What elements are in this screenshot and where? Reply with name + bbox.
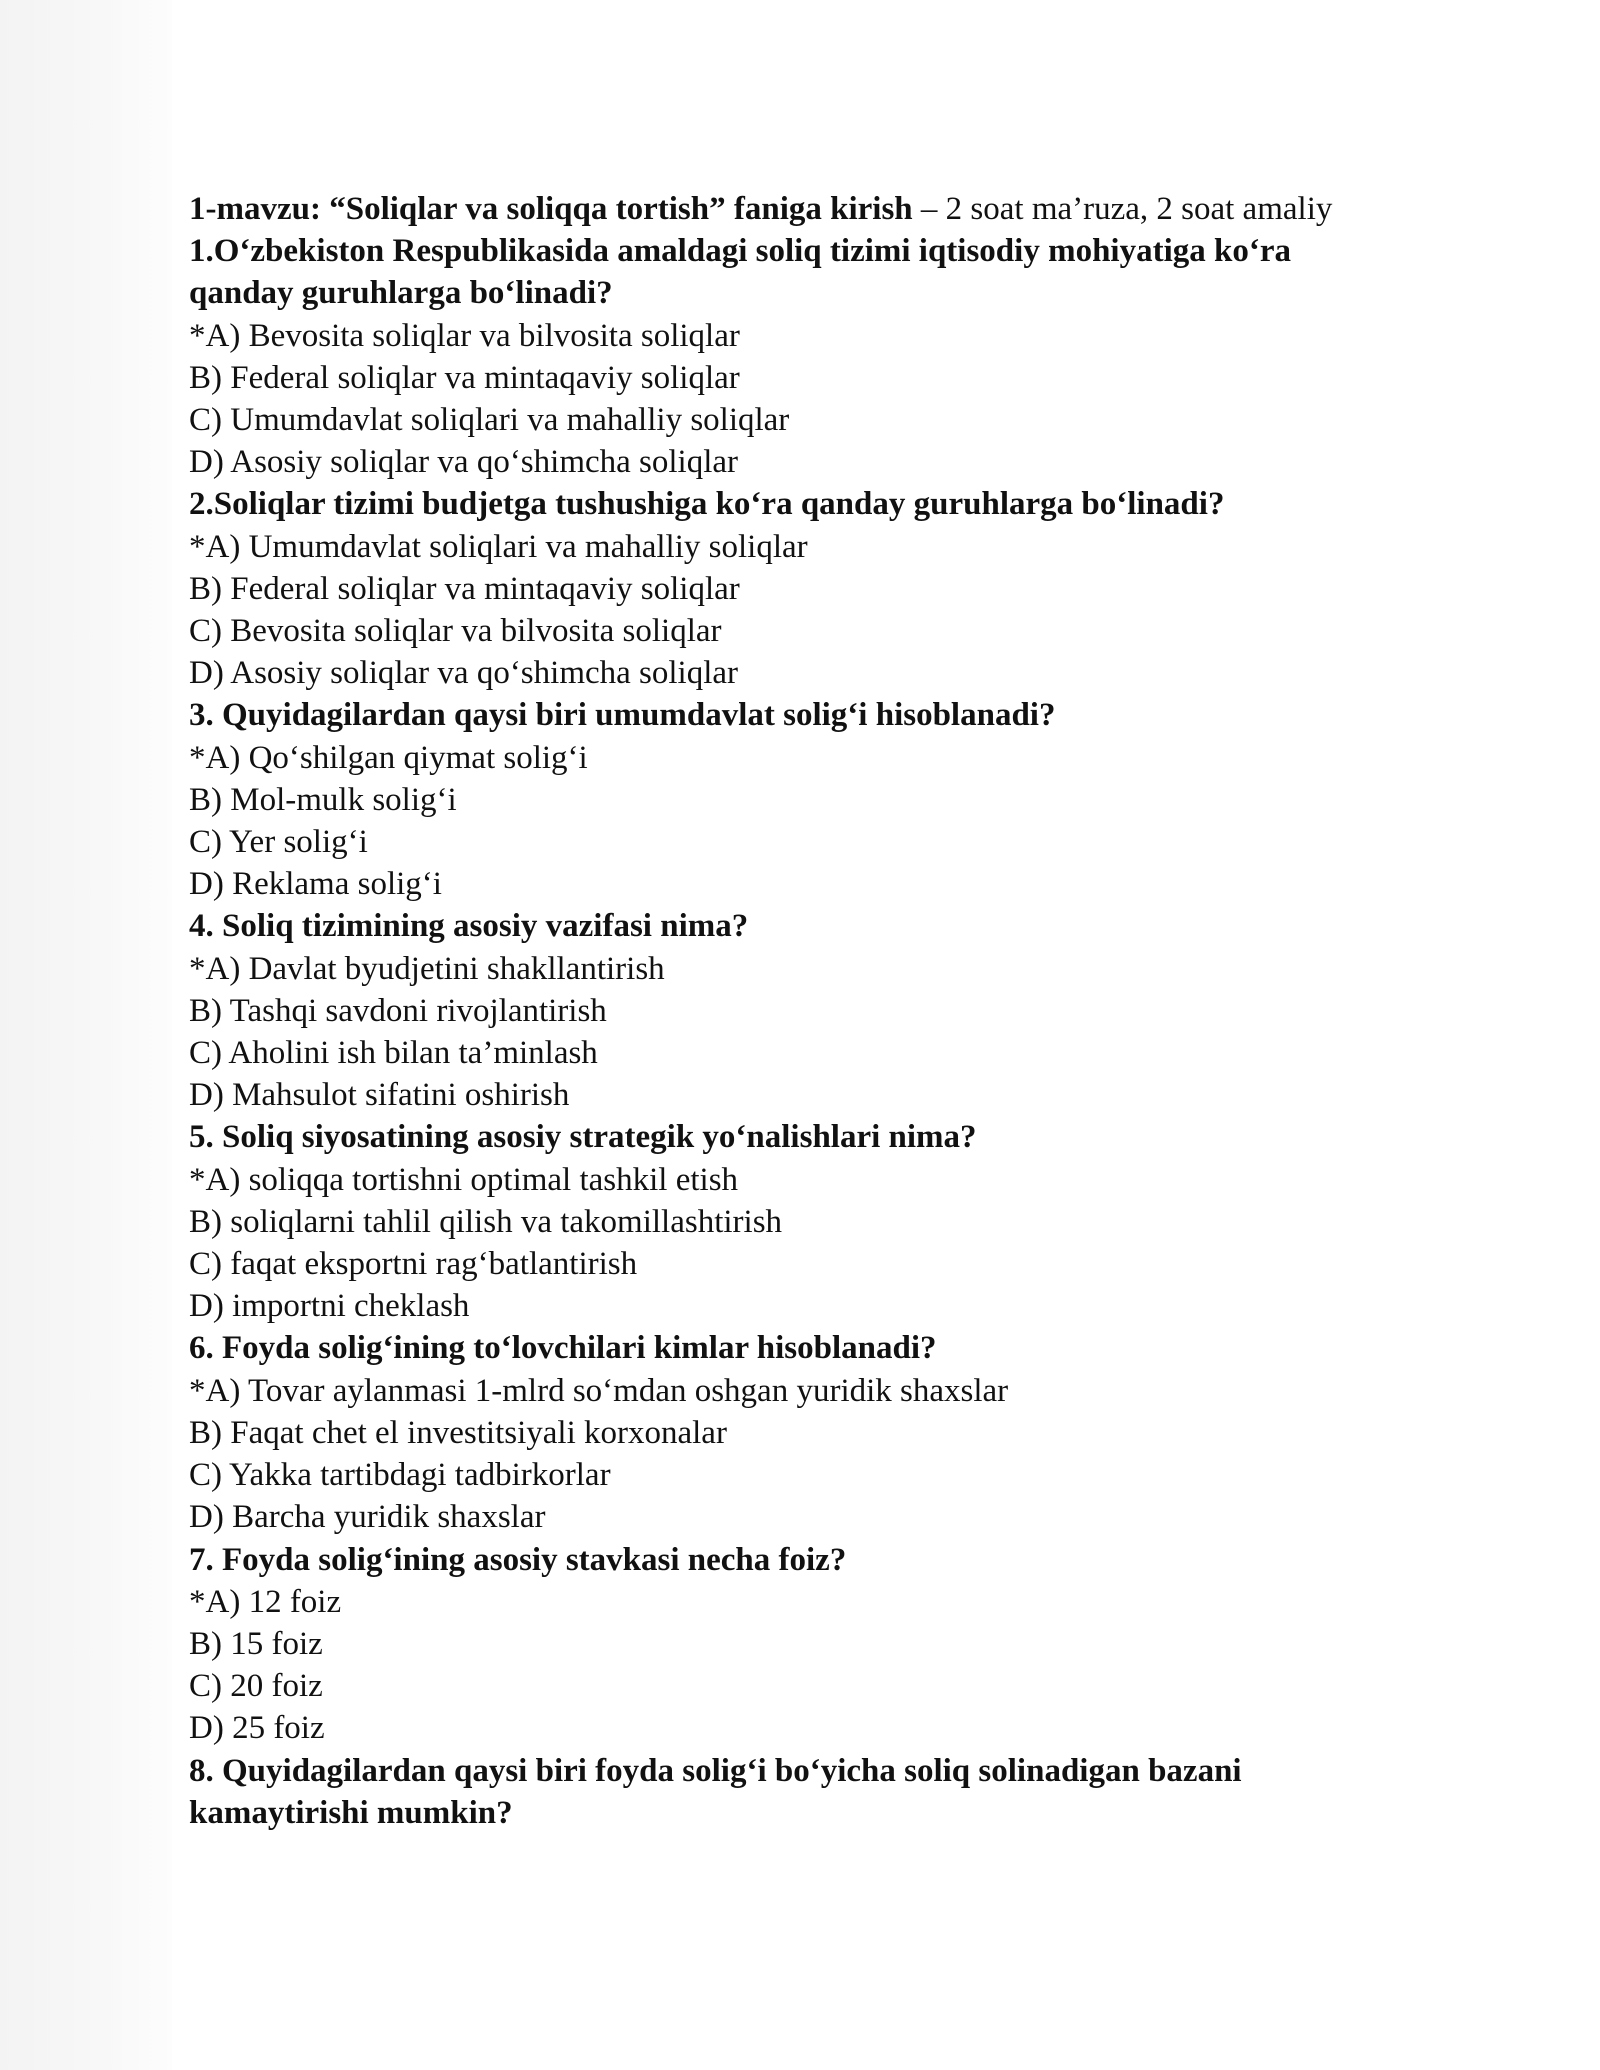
answer-option-c: C) Aholini ish bilan ta’minlash	[189, 1035, 598, 1072]
topic-title: 1-mavzu: “Soliqlar va soliqqa tortish” faniga kirish	[189, 191, 913, 227]
answer-option-a: *A) Tovar aylanmasi 1-mlrd so‘mdan oshgan yuridik shaxslar	[189, 1372, 1009, 1409]
question-block-7	[189, 1539, 1389, 1750]
answer-option-b: B) Mol-mulk solig‘i	[189, 781, 457, 818]
answer-option-c: C) faqat eksportni rag‘batlantirish	[189, 1246, 638, 1283]
question-text: 2.Soliqlar tizimi budjetga tushushiga ko‘ra qanday guruhlarga bo‘linadi?	[189, 486, 1225, 523]
question-block-2	[189, 483, 1389, 694]
topic-hours: – 2 soat ma’ruza, 2 soat amaliy	[912, 191, 1333, 227]
topic-header	[189, 188, 1389, 230]
answer-option-d: D) Asosiy soliqlar va qo‘shimcha soliqlar	[189, 655, 739, 692]
answer-option-a: *A) 12 foiz	[189, 1583, 342, 1620]
question-text: 4. Soliq tizimining asosiy vazifasi nima?	[189, 908, 749, 945]
question-text: 3. Quyidagilardan qaysi biri umumdavlat solig‘i hisoblanadi?	[189, 697, 1056, 734]
question-block-6	[189, 1327, 1389, 1538]
question-text: 6. Foyda solig‘ining to‘lovchilari kimlar hisoblanadi?	[189, 1330, 937, 1367]
answer-option-c: C) 20 foiz	[189, 1668, 323, 1705]
answer-option-a: *A) Qo‘shilgan qiymat solig‘i	[189, 739, 588, 776]
answer-option-a: *A) soliqqa tortishni optimal tashkil etish	[189, 1161, 739, 1198]
answer-option-d: D) 25 foiz	[189, 1710, 325, 1747]
answer-option-c: C) Yakka tartibdagi tadbirkorlar	[189, 1457, 611, 1494]
question-text: 7. Foyda solig‘ining asosiy stavkasi necha foiz?	[189, 1541, 847, 1578]
answer-option-a: *A) Umumdavlat soliqlari va mahalliy soliqlar	[189, 528, 808, 565]
question-block-5	[189, 1116, 1389, 1327]
answer-option-c: C) Yer solig‘i	[189, 824, 368, 861]
answer-option-b: B) 15 foiz	[189, 1625, 323, 1662]
answer-option-b: B) Tashqi savdoni rivojlantirish	[189, 992, 607, 1029]
question-text: 1.O‘zbekiston Respublikasida amaldagi soliq tizimi iqtisodiy mohiyatiga ko‘ra qanday guruhlarga bo‘linadi?	[189, 233, 1291, 312]
answer-option-a: *A) Davlat byudjetini shakllantirish	[189, 950, 665, 987]
page-left-shadow	[0, 0, 172, 2070]
question-block-3	[189, 694, 1389, 905]
answer-option-b: B) Faqat chet el investitsiyali korxonalar	[189, 1414, 727, 1451]
question-block-8	[189, 1750, 1389, 1834]
answer-option-d: D) Mahsulot sifatini oshirish	[189, 1077, 570, 1114]
answer-option-d: D) Reklama solig‘i	[189, 866, 442, 903]
answer-option-b: B) Federal soliqlar va mintaqaviy soliqlar	[189, 570, 740, 607]
answer-option-b: B) soliqlarni tahlil qilish va takomillashtirish	[189, 1203, 783, 1240]
answer-option-a: *A) Bevosita soliqlar va bilvosita soliqlar	[189, 317, 740, 354]
answer-option-d: D) Asosiy soliqlar va qo‘shimcha soliqlar	[189, 444, 739, 481]
document-body	[189, 188, 1389, 1834]
answer-option-d: D) importni cheklash	[189, 1288, 470, 1325]
answer-option-b: B) Federal soliqlar va mintaqaviy soliqlar	[189, 359, 740, 396]
question-text: 5. Soliq siyosatining asosiy strategik yo‘nalishlari nima?	[189, 1119, 977, 1156]
question-block-1	[189, 230, 1389, 483]
answer-option-c: C) Umumdavlat soliqlari va mahalliy soliqlar	[189, 402, 790, 439]
answer-option-c: C) Bevosita soliqlar va bilvosita soliqlar	[189, 613, 722, 650]
question-block-4	[189, 905, 1389, 1116]
answer-option-d: D) Barcha yuridik shaxslar	[189, 1499, 546, 1536]
question-text: 8. Quyidagilardan qaysi biri foyda solig‘i bo‘yicha soliq solinadigan bazani kamaytirishi mumkin?	[189, 1752, 1242, 1831]
